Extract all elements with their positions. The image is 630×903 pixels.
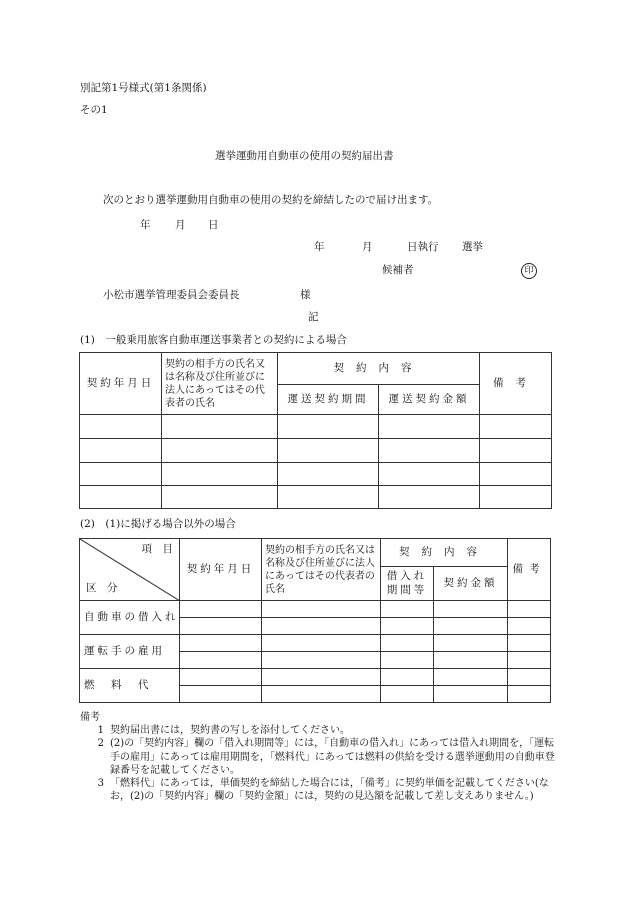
date-month-label: 月 <box>175 219 186 231</box>
note-number: 2 <box>97 738 104 750</box>
t2-row-fuel: 燃 料 代 <box>80 669 180 703</box>
note-number: 3 <box>97 777 104 789</box>
t2-row-driver: 運転手の雇用 <box>80 635 180 669</box>
notes-heading: 備考 <box>80 712 100 723</box>
t2-col-party: 契約の相手方の氏名又は名称及び住所並びに法人にあってはその代表者の氏名 <box>262 539 381 601</box>
form-number: 別記第1号様式(第1条関係) <box>80 82 207 94</box>
t1-col-content: 契約内容 <box>278 353 480 385</box>
t2-category-label: 区 分 <box>86 582 118 595</box>
t2-col-content: 契約内容 <box>381 539 508 567</box>
t1-col-party: 契約の相手方の氏名又は名称及び住所並びに法人にあってはその代表者の氏名 <box>162 353 278 415</box>
section1-heading: (1) 一般乗用旅客自動車運送事業者との契約による場合 <box>80 334 347 346</box>
t2-col-period: 借入れ期間等 <box>381 567 434 601</box>
form-part: その1 <box>80 104 108 116</box>
document-title: 選挙運動用自動車の使用の契約届出書 <box>215 150 394 162</box>
t1-col-date: 契約年月日 <box>80 353 162 415</box>
t2-col-date: 契約年月日 <box>180 539 262 601</box>
note-number: 1 <box>97 725 104 737</box>
note-item <box>80 737 555 777</box>
seal-mark: 印 <box>521 263 537 279</box>
contract-table-2 <box>79 538 551 703</box>
notes-section <box>80 711 555 803</box>
addressee-name: 小松市選挙管理委員会委員長 <box>103 289 240 301</box>
t1-col-period: 運送契約期間 <box>278 385 379 415</box>
table-row <box>80 635 551 652</box>
date-year-label: 年 <box>140 219 151 231</box>
table-row <box>80 415 552 439</box>
election-year-label: 年 <box>314 241 325 253</box>
t2-header-cell <box>80 539 180 601</box>
note-text: 契約届出書には，契約書の写しを添付してください。 <box>110 725 350 737</box>
election-label: 選挙 <box>462 241 483 253</box>
election-month-label: 月 <box>362 241 373 253</box>
table-row <box>80 439 552 463</box>
note-item <box>80 724 555 737</box>
table-row <box>80 601 551 618</box>
contract-table-1 <box>79 352 552 509</box>
t2-item-label: 項 目 <box>141 543 173 555</box>
table-row <box>80 669 551 686</box>
t2-col-remarks: 備考 <box>508 539 551 601</box>
t2-row-car-rental: 自動車の借入れ <box>80 601 180 635</box>
t1-col-remarks: 備考 <box>480 353 552 415</box>
candidate-label: 候補者 <box>382 264 414 276</box>
addressee-honorific: 様 <box>300 289 311 301</box>
table-row <box>80 463 552 486</box>
date-day-label: 日 <box>208 219 219 231</box>
note-text: 「燃料代」にあっては，単価契約を締結した場合には，「備考」に契約単価を記載してください(なお，(2)の「契約内容」欄の「契約金額」には，契約の見込額を記載して差し支えありません。) <box>110 777 549 803</box>
note-text: (2)の「契約内容」欄の「借入れ期間等」には，「自動車の借入れ」にあっては借入れ期間を，「運転手の雇用」にあっては雇用期間を，「燃料代」にあっては燃料の供給を受ける選挙運動用の自動車登録番号を記載してください。 <box>110 738 555 776</box>
table-row <box>80 486 552 509</box>
election-executed-label: 日執行 <box>407 241 439 253</box>
note-item <box>80 777 555 803</box>
intro-text: 次のとおり選挙運動用自動車の使用の契約を締結したので届け出ます。 <box>103 194 439 206</box>
t1-col-amount: 運送契約金額 <box>379 385 480 415</box>
ki-label: 記 <box>308 311 319 323</box>
t2-col-amount: 契約金額 <box>434 567 508 601</box>
section2-heading: (2) (1)に掲げる場合以外の場合 <box>80 518 236 530</box>
